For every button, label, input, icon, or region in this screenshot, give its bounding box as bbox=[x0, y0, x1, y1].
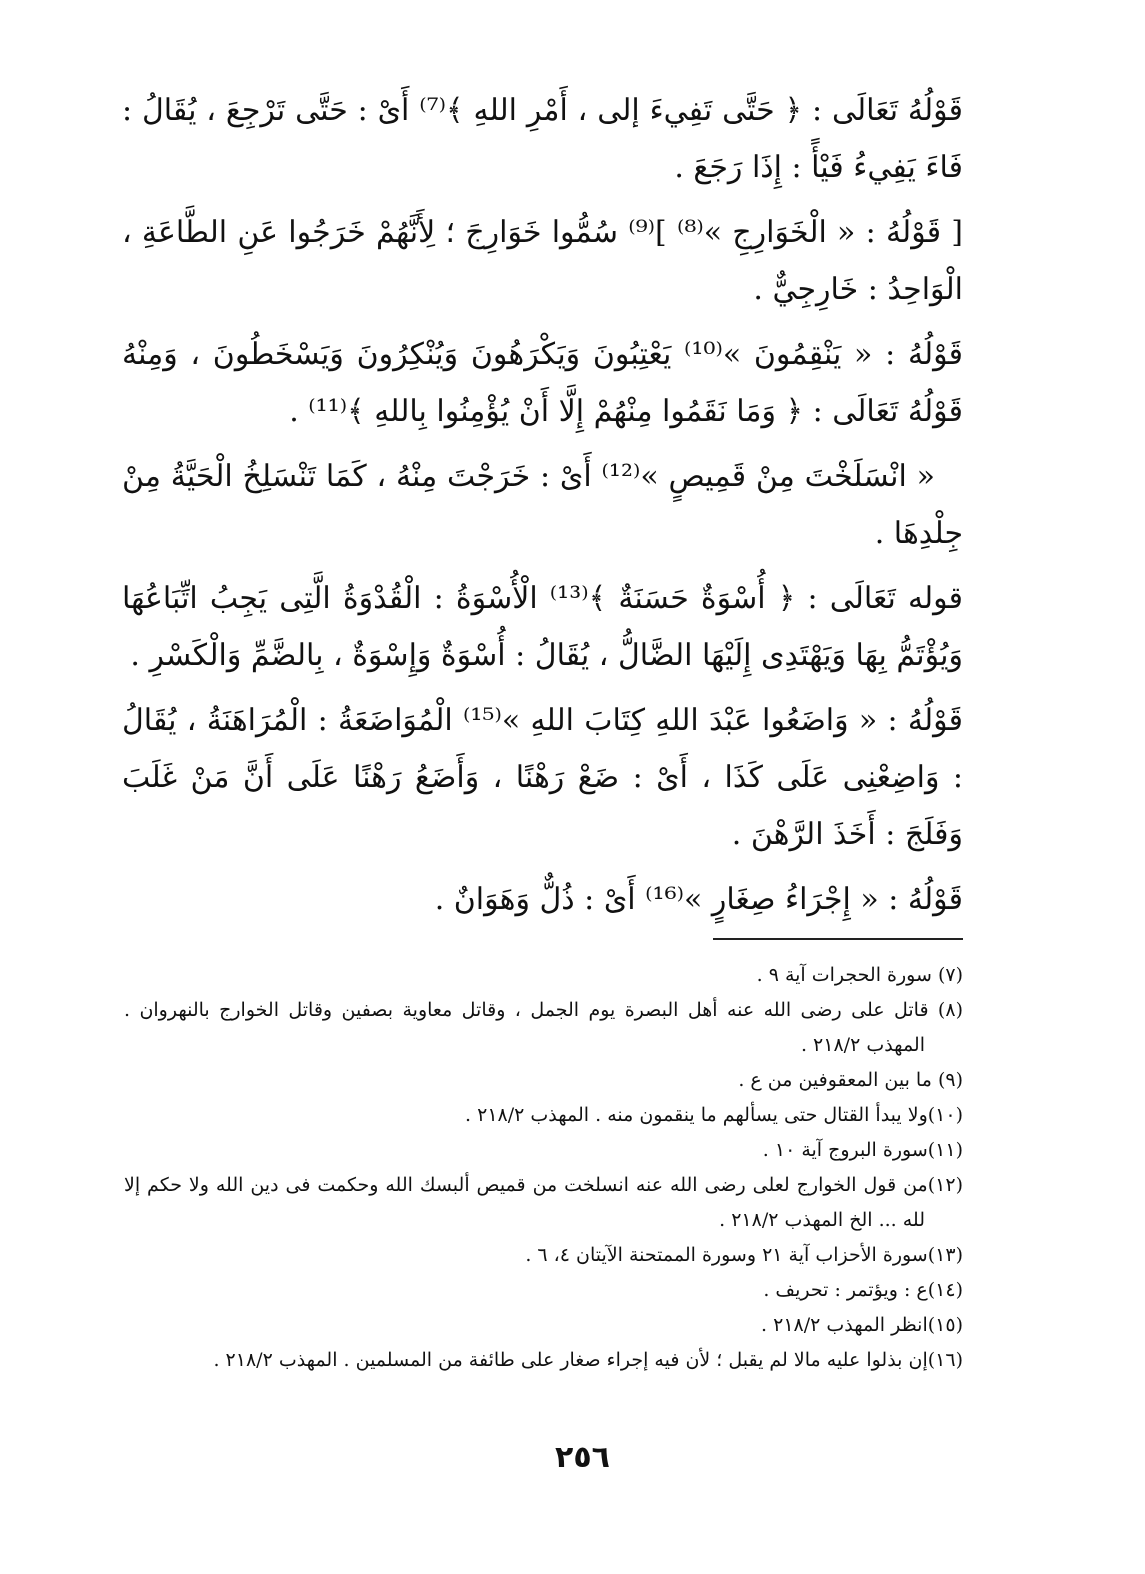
footnote: (١٤)ع : ويؤتمر : تحريف . bbox=[763, 1279, 963, 1301]
footnote: (١٢)من قول الخوارج لعلى رضى الله عنه انسلخت من قميص ألبسك الله وحكمت فى دين الله ولا حكم إلا لله ... الخ المهذب ٢١٨/٢ . bbox=[124, 1174, 963, 1231]
footnote: (٧) سورة الحجرات آية ٩ . bbox=[756, 964, 963, 986]
paragraph: قَوْلُهُ : « وَاضَعُوا عَبْدَ اللهِ كِتَابَ اللهِ »⁽¹⁵⁾ الْمُوَاضَعَةُ : الْمُرَاهَنَةُ ، يُقَالُ : وَاضِعْنِى عَلَى كَذَا ، أَىْ : ضَعْ رَهْنًا ، وَأَضَعُ رَهْنًا عَلَى أَنَّ مَنْ غَلَبَ وَفَلَجَ : أَخَذَ الرَّهْنَ . bbox=[122, 703, 963, 852]
page-number bbox=[0, 1440, 1145, 1475]
paragraph: قَوْلُهُ تَعَالَى : ﴿ حَتَّى تَفِيءَ إلى ، أَمْرِ اللهِ ﴾⁽⁷⁾ أَىْ : حَتَّى تَرْجِعَ ، يُقَالُ : فَاءَ يَفِيءُ فَيْأً : إِذَا رَجَعَ . bbox=[122, 93, 963, 185]
paragraph: قوله تَعَالَى : ﴿ أُسْوَةٌ حَسَنَةٌ ﴾⁽¹³⁾ الْأُسْوَةُ : الْقُدْوَةُ الَّتِى يَجِبُ اتِّبَاعُهَا وَيُؤْتَمُّ بِهَا وَيَهْتَدِى إِلَيْهَا الضَّالُّ ، يُقَالُ : أُسْوَةٌ وَإِسْوَةٌ ، بِالضَّمِّ وَالْكَسْرِ . bbox=[122, 581, 964, 673]
paragraph: قَوْلُهُ : « يَنْقِمُونَ »⁽¹⁰⁾ يَعْتِبُونَ وَيَكْرَهُونَ وَيُنْكِرُونَ وَيَسْخَطُونَ ، وَمِنْهُ قَوْلُهُ تَعَالَى : ﴿ وَمَا نَقَمُوا مِنْهُمْ إِلَّا أَنْ يُؤْمِنُوا بِاللهِ ﴾⁽¹¹⁾ . bbox=[122, 337, 964, 429]
footnote-separator bbox=[713, 938, 963, 940]
footnote: (١٥)انظر المهذب ٢١٨/٢ . bbox=[761, 1314, 963, 1336]
footnotes bbox=[124, 958, 963, 1378]
footnote: (١٣)سورة الأحزاب آية ٢١ وسورة الممتحنة الآيتان ٤، ٦ . bbox=[525, 1244, 963, 1266]
main-text bbox=[122, 82, 963, 936]
paragraph: قَوْلُهُ : « إِجْرَاءُ صِغَارٍ »⁽¹⁶⁾ أَىْ : ذُلٌّ وَهَوَانٌ . bbox=[434, 882, 963, 917]
paragraph: [ قَوْلُهُ : « الْخَوَارِجِ »⁽⁸⁾ ]⁽⁹⁾ سُمُّوا خَوَارِجَ ؛ لِأَنَّهُمْ خَرَجُوا عَنِ الطَّاعَةِ ، الْوَاحِدُ : خَارِجِيٌّ . bbox=[122, 215, 963, 307]
footnote: (٩) ما بين المعقوفين من ع . bbox=[738, 1069, 963, 1091]
footnote: (٨) قاتل على رضى الله عنه أهل البصرة يوم الجمل ، وقاتل معاوية بصفين وقاتل الخوارج بالنهروان . المهذب ٢١٨/٢ . bbox=[124, 999, 963, 1056]
footnote: (١٠)ولا يبدأ القتال حتى يسألهم ما ينقمون منه . المهذب ٢١٨/٢ . bbox=[465, 1104, 963, 1126]
footnote: (١٦)إن بذلوا عليه مالا لم يقبل ؛ لأن فيه إجراء صغار على طائفة من المسلمين . المهذب ٢١٨/٢ . bbox=[213, 1349, 963, 1371]
paragraph: « انْسَلَخْتَ مِنْ قَمِيصٍ »⁽¹²⁾ أَىْ : خَرَجْتَ مِنْهُ ، كَمَا تَنْسَلِخُ الْحَيَّةُ مِنْ جِلْدِهَا . bbox=[122, 459, 963, 551]
footnote: (١١)سورة البروج آية ١٠ . bbox=[762, 1139, 963, 1161]
page-number-label: ٢٥٦ bbox=[555, 1440, 610, 1475]
